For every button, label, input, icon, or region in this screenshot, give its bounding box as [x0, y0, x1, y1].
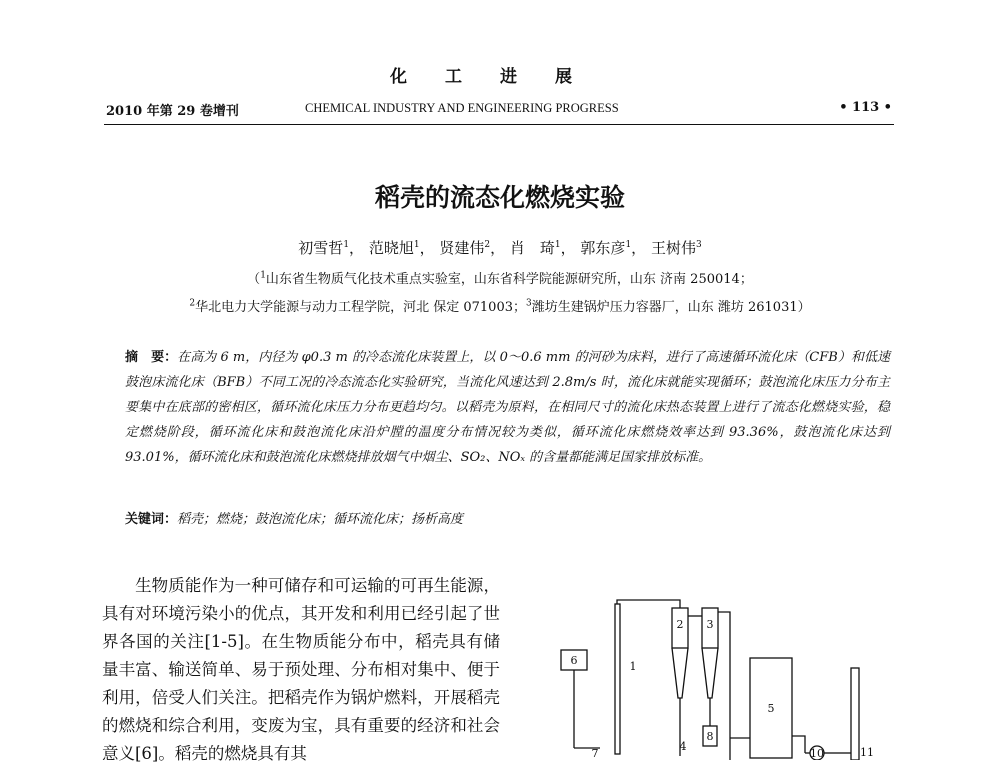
journal-name: 化工进展 — [390, 67, 610, 87]
figure-label-2: 2 — [676, 618, 684, 631]
keywords-label: 关键词： — [125, 512, 178, 527]
author: 王树伟 — [650, 239, 696, 257]
author-list: 初雪哲$^1$， 范晓旭$^1$， 贤建伟$^2$， 肖 琦$^1$， 郭东彦$^1$， 王树伟$^3$ — [298, 239, 702, 257]
abstract-label: 摘 要： — [125, 350, 178, 365]
figure-label-6: 6 — [570, 654, 578, 667]
affiliation-line-2: $^2$华北电力大学能源与动力工程学院，河北 保定 071003；$^3$潍坊生建锅炉压力容器厂，山东 潍坊 261031） — [189, 298, 811, 315]
figure-label-3: 3 — [706, 618, 714, 631]
apparatus-diagram — [555, 588, 875, 760]
keywords-text: 稻壳；燃烧；鼓泡流化床；循环流化床；扬析高度 — [177, 512, 464, 527]
author: 肖 琦 — [509, 239, 555, 257]
affiliation-line-1: （$^1$山东省生物质气化技术重点实验室，山东省科学院能源研究所，山东 济南 250014； — [247, 270, 753, 287]
author: 范晓旭 — [368, 239, 414, 257]
author: 郭东彦 — [580, 239, 626, 257]
issue-info: 2010 年第 29 卷增刊 — [106, 104, 239, 119]
figure-label-4: 4 — [679, 740, 687, 753]
body-paragraph: 生物质能作为一种可储存和可运输的可再生能源，具有对环境污染小的优点，其开发和利用已经引起了世界各国的关注[1-5]。在生物质能分布中，稻壳具有储量丰富、输送简单、易于预处理、分布相对集中、便于利用，倍受人们关注。把稻壳作为锅炉燃料，开展稻壳的燃烧和综合利用，变废为宝，具有重要的经济和社会意义[6]。稻壳的燃烧具有其 — [102, 576, 500, 763]
author: 贤建伟 — [439, 239, 485, 257]
header-rule — [104, 124, 894, 125]
keywords — [125, 508, 890, 527]
apparatus-figure — [555, 588, 875, 764]
figure-label-1: 1 — [629, 660, 637, 673]
article-title: 稻壳的流态化燃烧实验 — [374, 183, 625, 212]
figure-label-7: 7 — [591, 747, 599, 760]
journal-english-name: CHEMICAL INDUSTRY AND ENGINEERING PROGRESS — [305, 101, 619, 115]
abstract — [125, 345, 890, 470]
author: 初雪哲 — [298, 239, 344, 257]
figure-label-5: 5 — [767, 702, 775, 715]
figure-label-8: 8 — [706, 730, 714, 743]
figure-label-10: 10 — [810, 747, 824, 760]
page-number: • 113 • — [839, 100, 892, 115]
abstract-text: 在高为 6 m，内径为 φ0.3 m 的冷态流化床装置上，以 0～0.6 mm 的河砂为床料，进行了高速循环流化床（CFB）和低速鼓泡床流化床（BFB）不同工况的冷态流态化实验研究，当流化风速达到 2.8m/s 时，流化床就能实现循环；鼓泡流化床压力分布主要集中在底部的密相区，循环流化床压力分布更趋均匀。以稻壳为原料，在相同尺寸的流化床热态装置上进行了流态化燃烧实验，稳定燃烧阶段，循环流化床和鼓泡流化床沿炉膛的温度分布情况较为类似，循环流化床燃烧效率达到 93.36%，鼓泡流化床达到 93.01%，循环流化床和鼓泡流化床燃烧排放烟气中烟尘、SO₂、NOₓ 的含量都能满足国家排放标准。 — [125, 350, 890, 465]
figure-label-11: 11 — [860, 746, 874, 759]
